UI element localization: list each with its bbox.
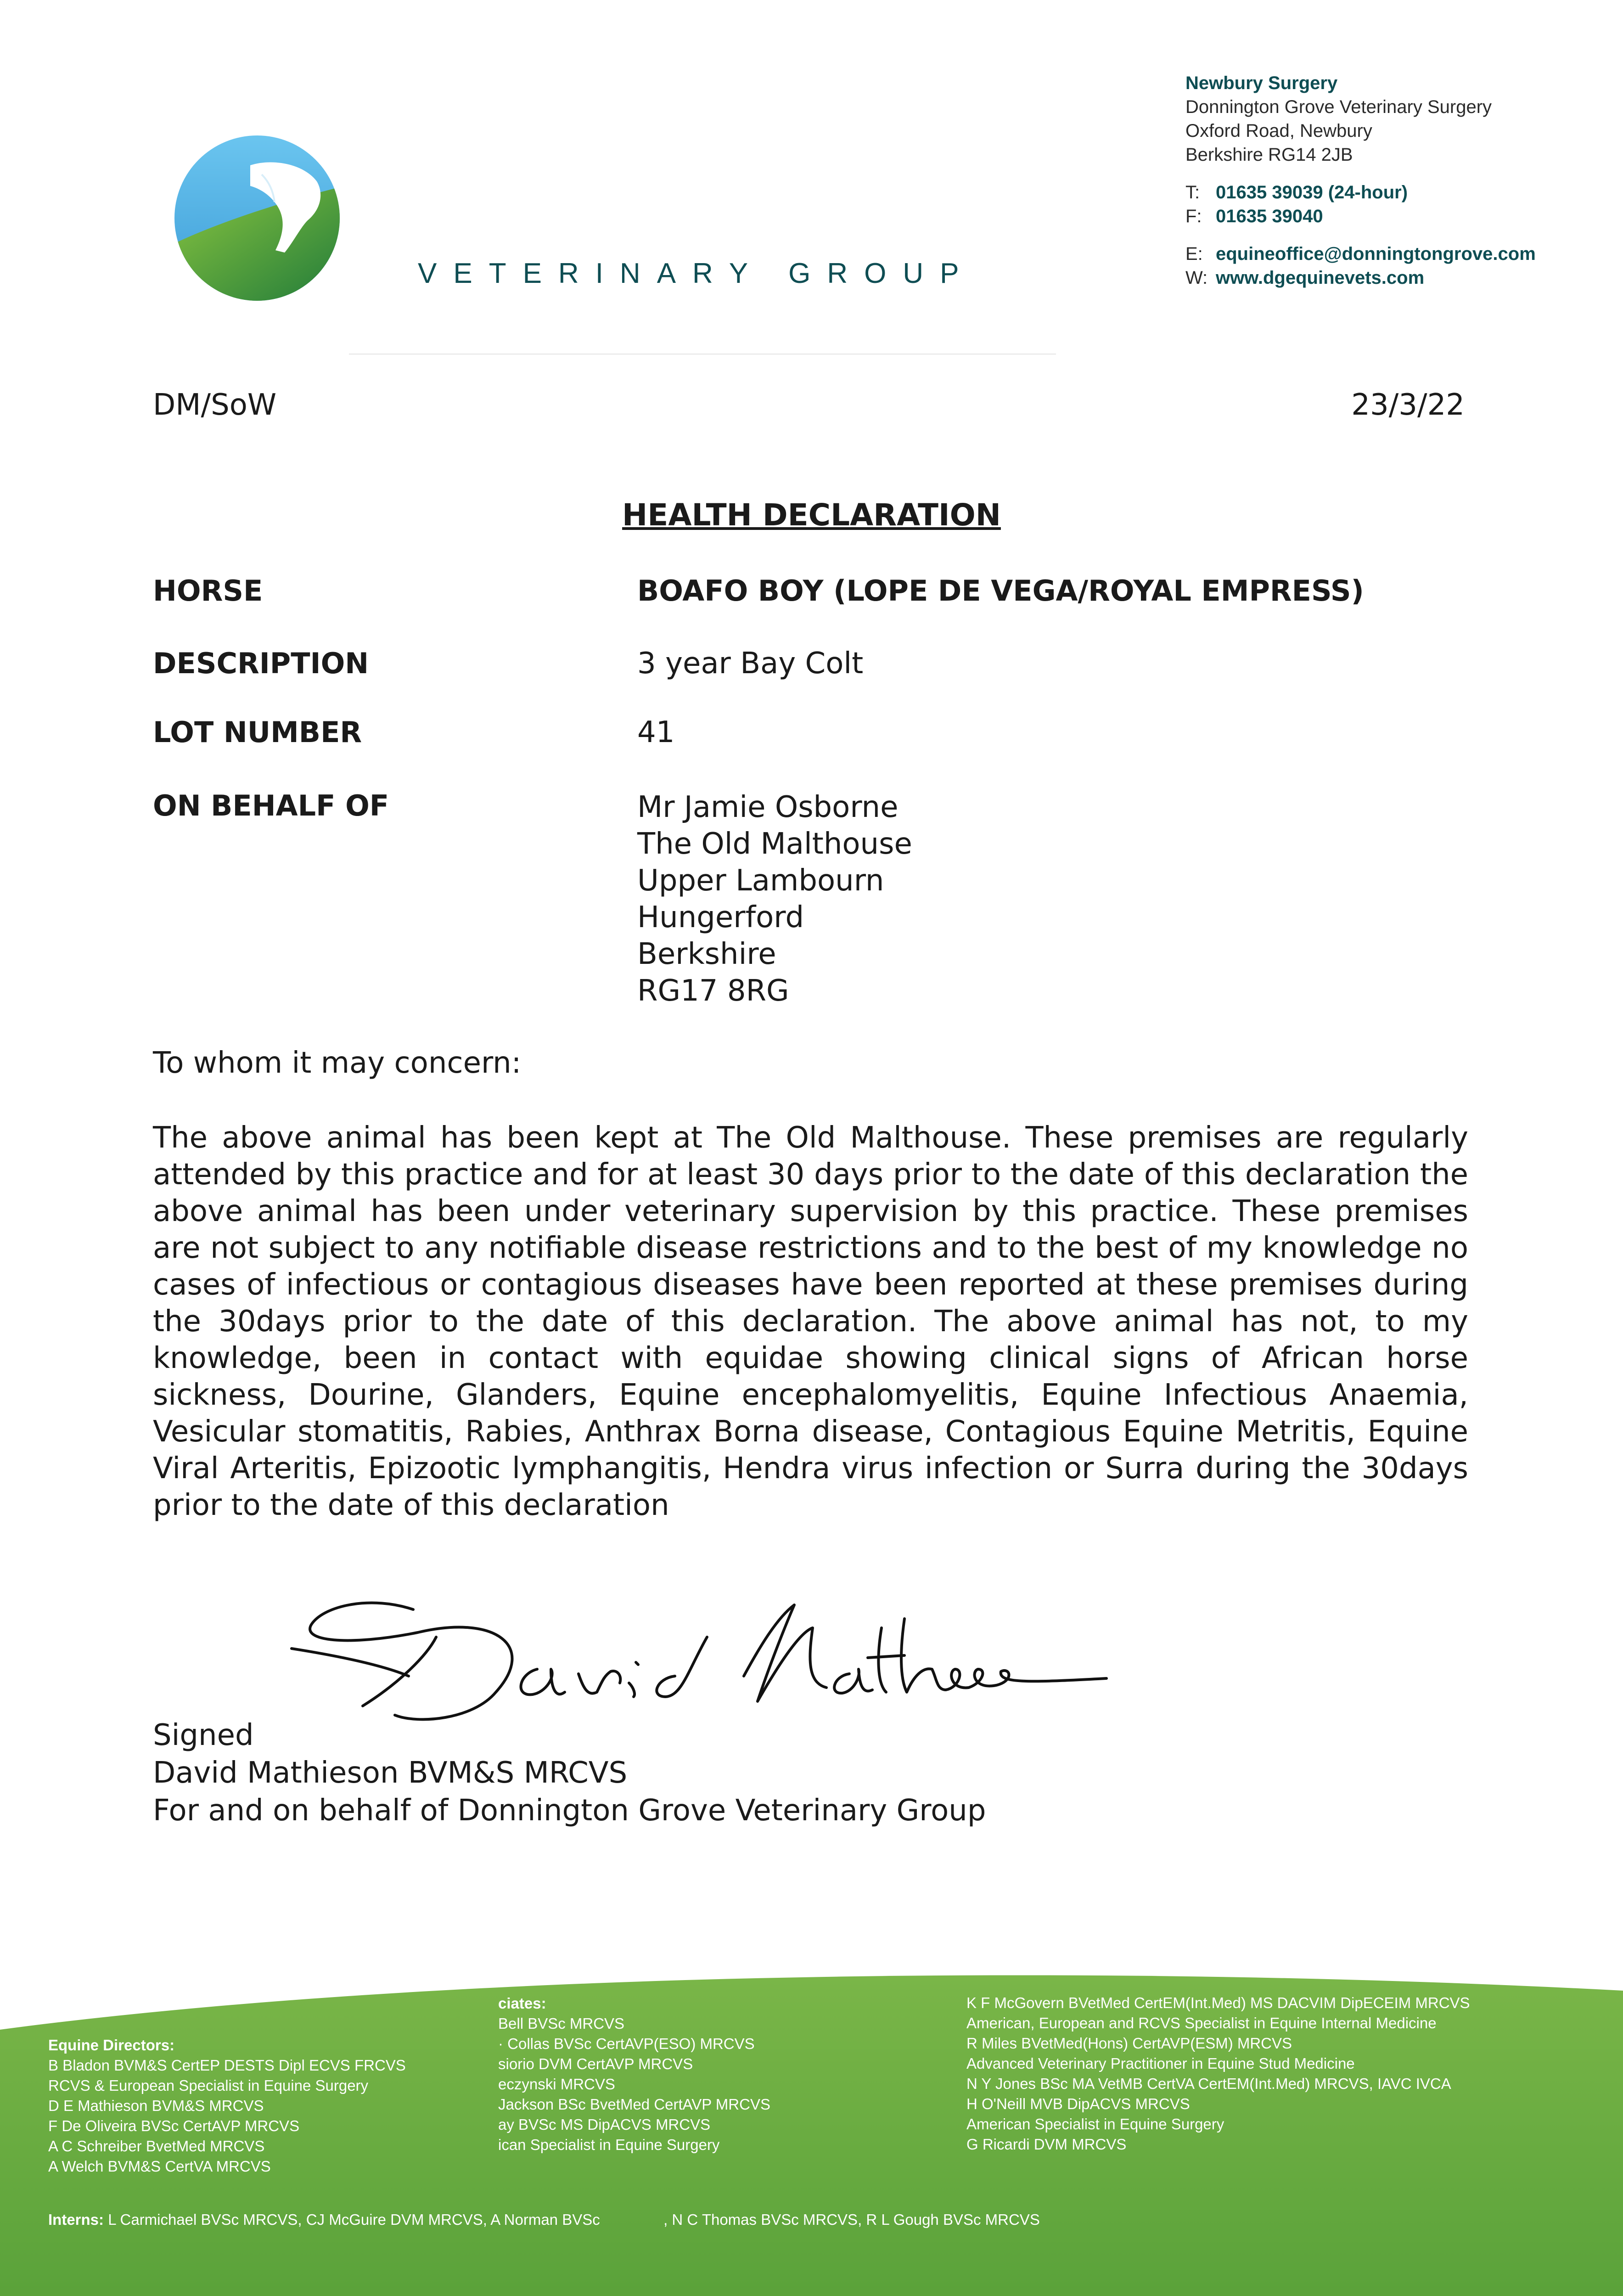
- signatory-organisation: For and on behalf of Donnington Grove Veterinary Group: [153, 1794, 986, 1828]
- lot-number-value: 41: [637, 715, 675, 749]
- interns-list-a: L Carmichael BVSc MRCVS, CJ McGuire DVM MRCVS, A Norman BVSc: [108, 2211, 600, 2228]
- owner-line: Hungerford: [637, 900, 804, 934]
- owner-line: Mr Jamie Osborne: [637, 790, 899, 824]
- footer-associates: [498, 1993, 770, 2155]
- owner-address: [637, 789, 912, 1009]
- address-line-3: Berkshire RG14 2JB: [1185, 145, 1353, 165]
- web-row: W: www.dgequinevets.com: [1185, 268, 1425, 288]
- specialist-line: American, European and RCVS Specialist in Equine Internal Medicine: [966, 2015, 1437, 2032]
- lot-number-label: LOT NUMBER: [153, 715, 362, 749]
- description-label: DESCRIPTION: [153, 647, 369, 680]
- associate-line: eczynski MRCVS: [498, 2076, 615, 2093]
- interns-list-b: , N C Thomas BVSc MRCVS, R L Gough BVSc MRCVS: [663, 2211, 1040, 2228]
- associate-line: ican Specialist in Equine Surgery: [498, 2136, 720, 2153]
- interns-title: Interns:: [48, 2211, 104, 2228]
- owner-line: RG17 8RG: [637, 974, 789, 1008]
- footer-interns: [48, 2210, 1040, 2230]
- specialist-line: H O'Neill MVB DipACVS MRCVS: [966, 2095, 1190, 2112]
- director-line: B Bladon BVM&S CertEP DESTS Dipl ECVS FRCVS: [48, 2057, 406, 2074]
- specialist-line: American Specialist in Equine Surgery: [966, 2116, 1224, 2133]
- director-line: D E Mathieson BVM&S MRCVS: [48, 2097, 264, 2114]
- reference: DM/SoW: [153, 388, 277, 422]
- surgery-name: Newbury Surgery: [1185, 73, 1338, 93]
- director-line: A Welch BVM&S CertVA MRCVS: [48, 2158, 271, 2175]
- website-link[interactable]: www.dgequinevets.com: [1216, 268, 1425, 288]
- email-link[interactable]: equineoffice@donningtongrove.com: [1216, 244, 1536, 264]
- description-value: 3 year Bay Colt: [637, 647, 864, 681]
- associate-line: Bell BVSc MRCVS: [498, 2015, 625, 2032]
- telephone-number: 01635 39039 (24-hour): [1216, 182, 1408, 203]
- date: 23/3/22: [1351, 388, 1465, 422]
- page-title: HEALTH DECLARATION: [622, 497, 1001, 533]
- fax-row: F: 01635 39040: [1185, 206, 1323, 226]
- fax-number: 01635 39040: [1216, 206, 1323, 226]
- specialist-line: N Y Jones BSc MA VetMB CertVA CertEM(Int.Med) MRCVS, IAVC IVCA: [966, 2075, 1451, 2092]
- associate-line: · Collas BVSc CertAVP(ESO) MRCVS: [498, 2035, 755, 2052]
- specialist-line: G Ricardi DVM MRCVS: [966, 2136, 1127, 2153]
- associates-title: ciates:: [498, 1995, 546, 2012]
- director-line: A C Schreiber BvetMed MRCVS: [48, 2138, 265, 2155]
- on-behalf-label: ON BEHALF OF: [153, 789, 389, 822]
- signature-block: [153, 1716, 986, 1829]
- practice-logo: [170, 131, 344, 305]
- salutation: To whom it may concern:: [153, 1046, 522, 1080]
- director-line: RCVS & European Specialist in Equine Surgery: [48, 2077, 369, 2094]
- owner-line: Berkshire: [637, 937, 776, 971]
- email-row: E: equineoffice@donningtongrove.com: [1185, 244, 1536, 264]
- associate-line: siorio DVM CertAVP MRCVS: [498, 2055, 693, 2072]
- director-line: F De Oliveira BVSc CertAVP MRCVS: [48, 2117, 300, 2134]
- associate-line: Jackson BSc BvetMed CertAVP MRCVS: [498, 2096, 770, 2113]
- footer-specialists: [966, 1993, 1470, 2155]
- footer-directors: [48, 2035, 406, 2177]
- signed-label: Signed: [153, 1718, 254, 1752]
- associate-line: ay BVSc MS DipACVS MRCVS: [498, 2116, 711, 2133]
- address-line-1: Donnington Grove Veterinary Surgery: [1185, 97, 1492, 117]
- signatory-name: David Mathieson BVM&S MRCVS: [153, 1756, 628, 1790]
- specialist-line: Advanced Veterinary Practitioner in Equine Stud Medicine: [966, 2055, 1355, 2072]
- directors-title: Equine Directors:: [48, 2037, 175, 2054]
- horse-label: HORSE: [153, 574, 263, 608]
- specialist-line: R Miles BVetMed(Hons) CertAVP(ESM) MRCVS: [966, 2035, 1292, 2052]
- declaration-body: The above animal has been kept at The Old Malthouse. These premises are regularly attended by this practice and for at least 30 days prior to the date of this declaration the above animal has been under veterinary supervision by this practice. These premises are not subject to any notifiable disease restrictions and to the best of my knowledge no cases of infectious or contagious diseases have been reported at these premises during the 30days prior to the date of this declaration. The above animal has not, to my knowledge, been in contact with equidae showing clinical signs of African horse sickness, Dourine, Glanders, Equine encephalomyelitis, Equine Infectious Anaemia, Vesicular stomatitis, Rabies, Anthrax Borna disease, Contagious Equine Metritis, Equine Viral Arteritis, Epizootic lymphangitis, Hendra virus infection or Surra during the 30days prior to the date of this declaration: [153, 1121, 1468, 1522]
- owner-line: The Old Malthouse: [637, 827, 912, 861]
- specialist-line: K F McGovern BVetMed CertEM(Int.Med) MS DACVIM DipECEIM MRCVS: [966, 1994, 1470, 2011]
- header-divider: [349, 354, 1056, 355]
- horse-value: BOAFO BOY (LOPE DE VEGA/ROYAL EMPRESS): [637, 574, 1364, 608]
- practice-address: [1185, 71, 1536, 290]
- owner-line: Upper Lambourn: [637, 864, 884, 898]
- group-wordmark: VETERINARY GROUP: [418, 258, 976, 289]
- address-line-2: Oxford Road, Newbury: [1185, 121, 1372, 141]
- telephone-row: T: 01635 39039 (24-hour): [1185, 182, 1408, 203]
